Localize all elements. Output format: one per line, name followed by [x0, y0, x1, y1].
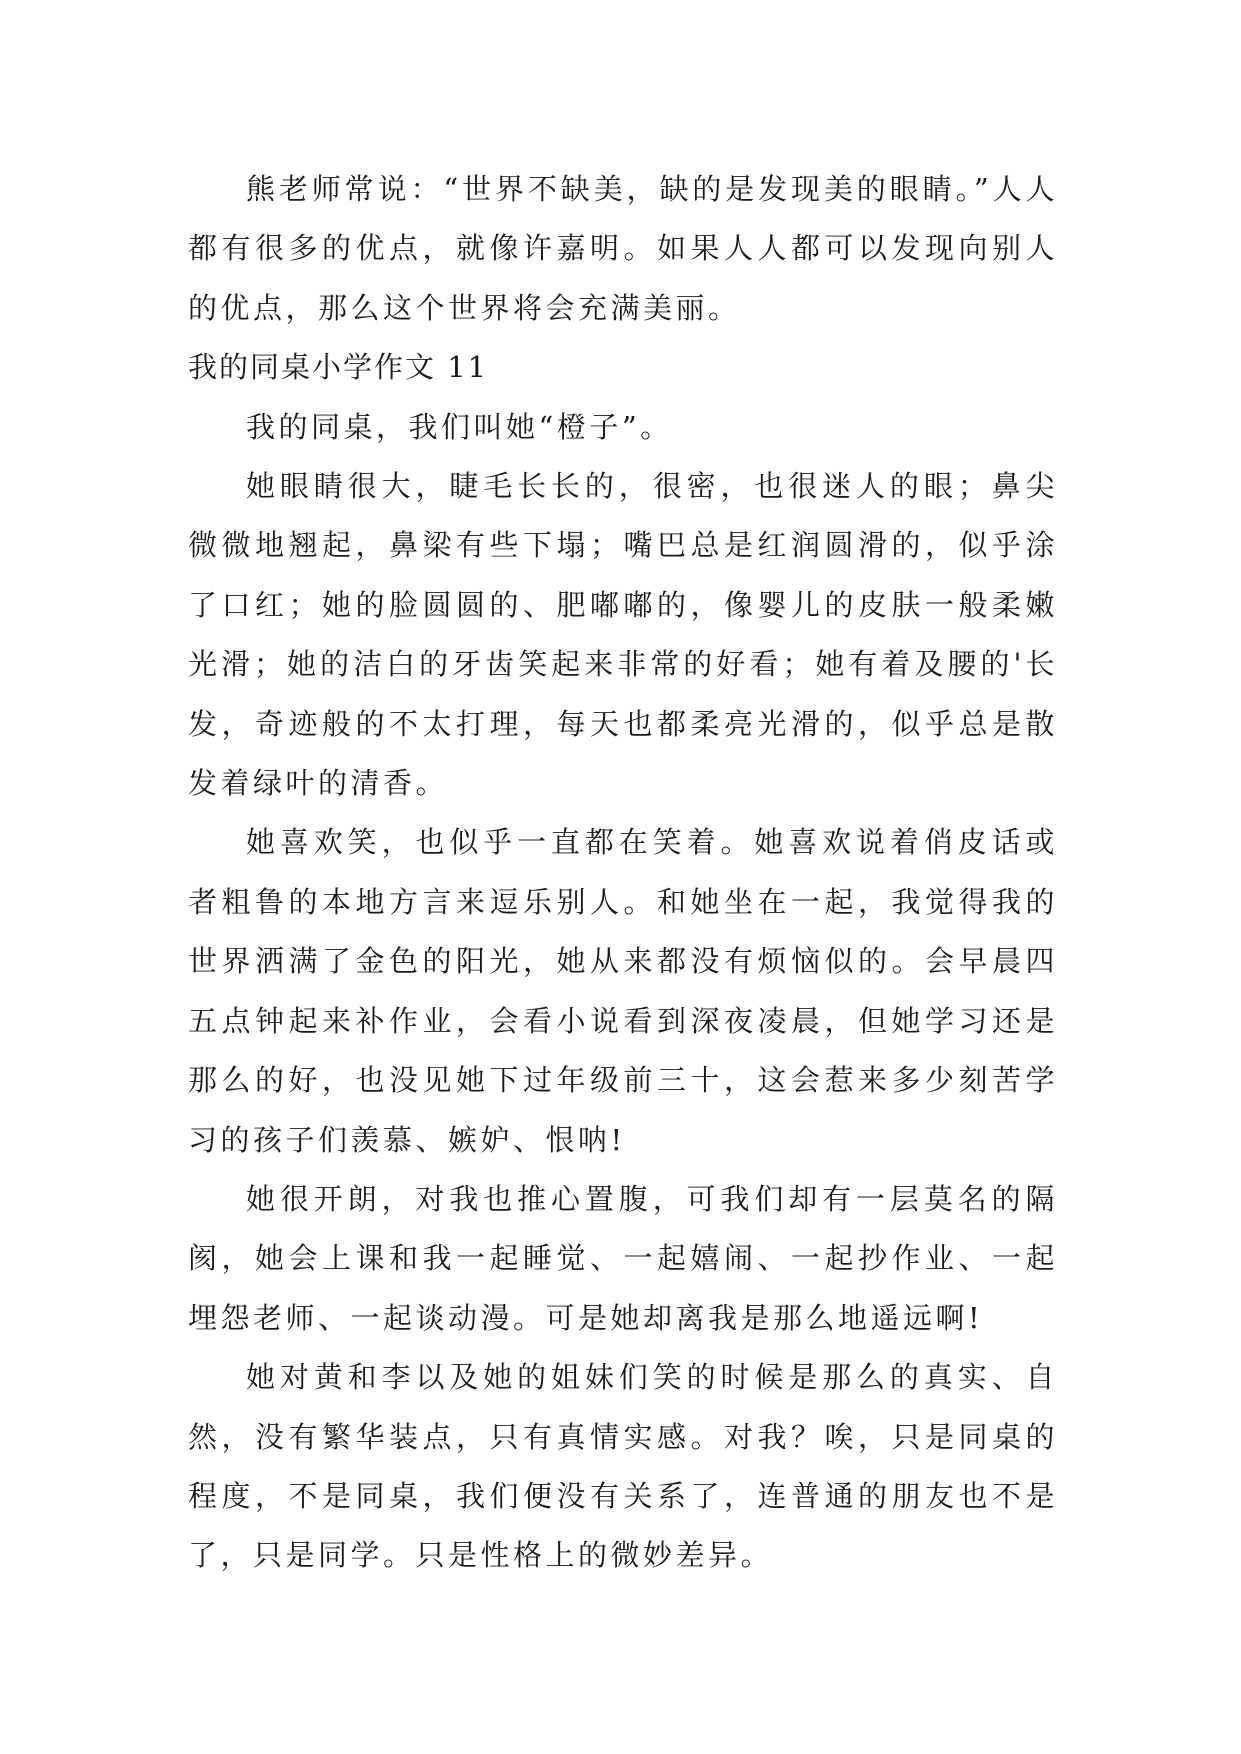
paragraph-intro-quote: 熊老师常说：“世界不缺美，缺的是发现美的眼睛。”人人都有很多的优点，就像许嘉明。如果人人都可以发现向别人的优点，那么这个世界将会充满美丽。	[188, 172, 1058, 325]
document-body	[188, 160, 1058, 1586]
paragraph-1: 我的同桌，我们叫她“橙子”。	[246, 409, 673, 444]
paragraph-5: 她对黄和李以及她的姐妹们笑的时候是那么的真实、自然，没有繁华装点，只有真情实感。对我？唉，只是同桌的程度，不是同桌，我们便没有关系了，连普通的朋友也不是了，只是同学。只是性格上的微妙差异。	[188, 1360, 1058, 1573]
paragraph-4: 她很开朗，对我也推心置腹，可我们却有一层莫名的隔阂，她会上课和我一起睡觉、一起嬉闹、一起抄作业、一起埋怨老师、一起谈动漫。可是她却离我是那么地遥远啊!	[188, 1181, 1058, 1335]
paragraph-3: 她喜欢笑，也似乎一直都在笑着。她喜欢说着俏皮话或者粗鲁的本地方言来逗乐别人。和她坐在一起，我觉得我的世界洒满了金色的阳光，她从来都没有烦恼似的。会早晨四五点钟起来补作业，会看小说看到深夜凌晨，但她学习还是那么的好，也没见她下过年级前三十，这会惹来多少刻苦学习的孩子们羡慕、嫉妒、恨呐!	[188, 825, 1058, 1157]
section-title: 我的同桌小学作文 11	[188, 350, 489, 385]
paragraph-2: 她眼睛很大，睫毛长长的，很密，也很迷人的眼；鼻尖微微地翘起，鼻梁有些下塌；嘴巴总是红润圆滑的，似乎涂了口红；她的脸圆圆的、肥嘟嘟的，像婴儿的皮肤一般柔嫩光滑；她的洁白的牙齿笑起来非常的好看；她有着及腰的'长发，奇迹般的不太打理，每天也都柔亮光滑的，似乎总是散发着绿叶的清香。	[188, 469, 1058, 801]
